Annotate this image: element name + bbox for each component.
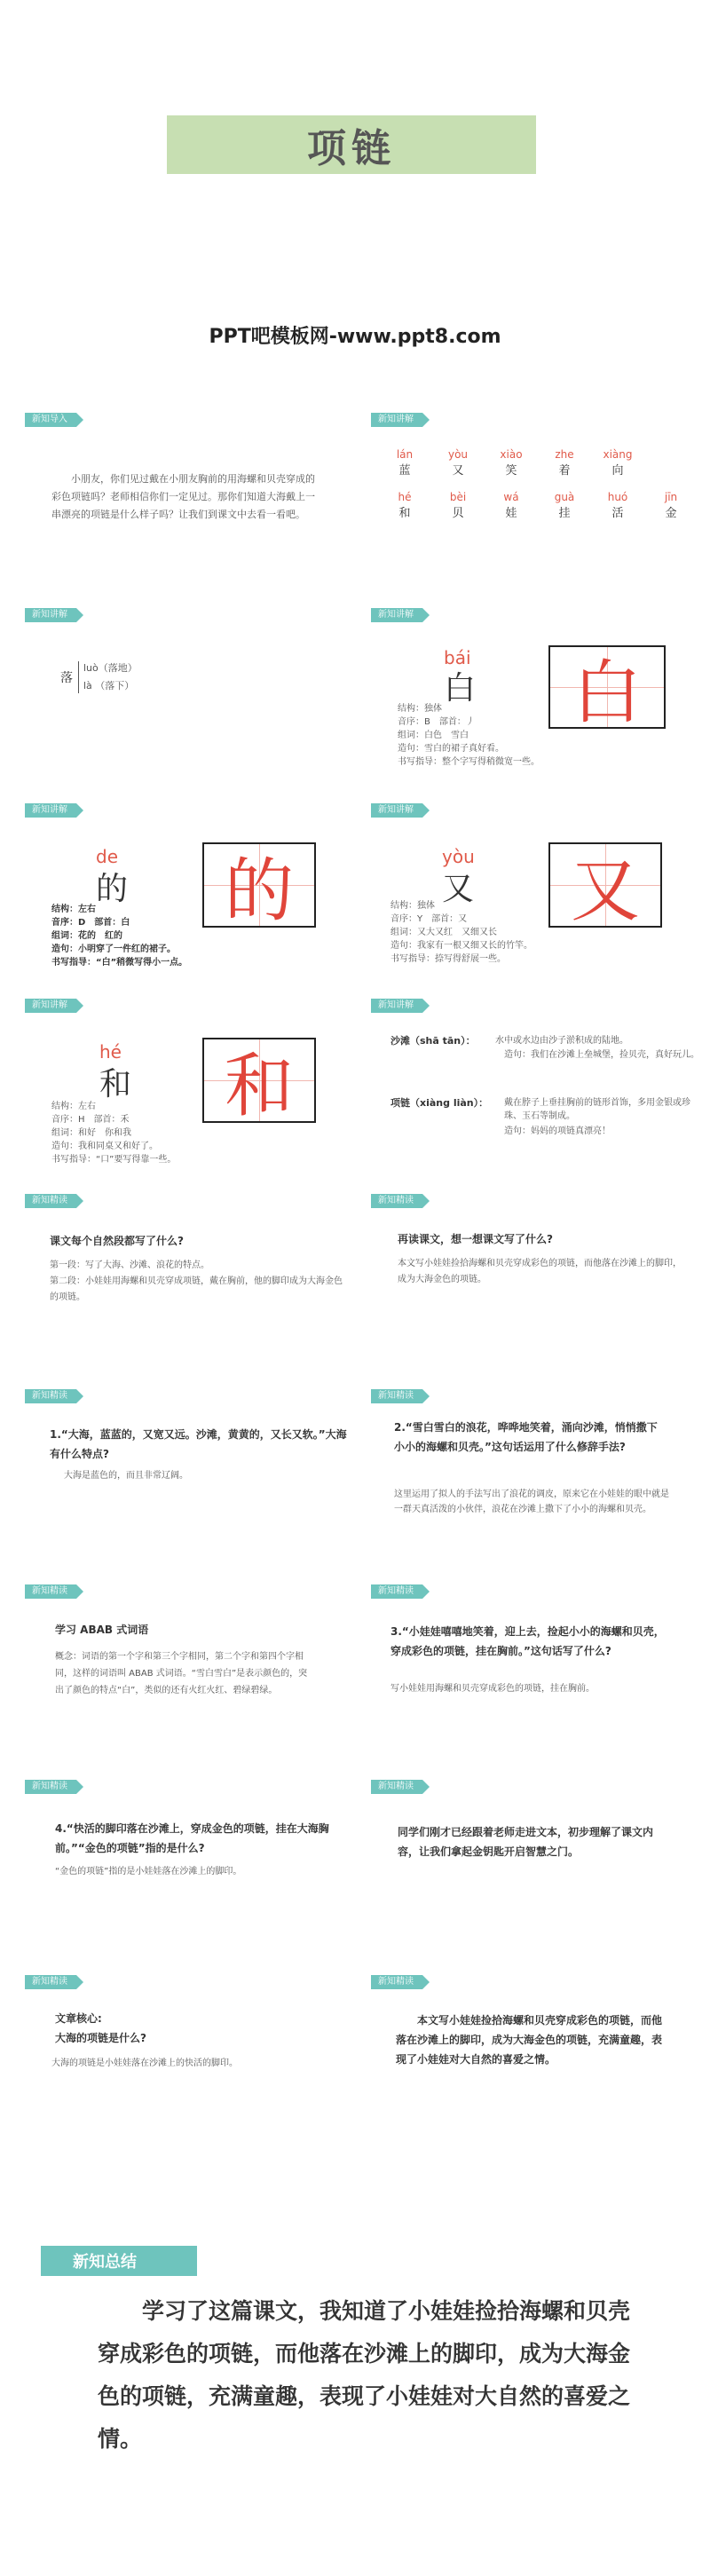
tag: 新知精读 [371, 1780, 422, 1794]
panel-read-1: 新知精读 课文每个自然段都写了什么? 第一段：写了大海、沙滩、浪花的特点。 第二段：小娃娃用海螺和贝壳穿成项链，戴在胸前，他的脚印成为大海金色的项链。 [25, 1194, 359, 1379]
panel-char-de [25, 803, 359, 988]
tag: 新知精读 [371, 1975, 422, 1989]
tag: 新知精读 [25, 1584, 76, 1599]
tag: 新知讲解 [371, 803, 422, 818]
you-grid: 又 [548, 842, 662, 928]
panel-words [371, 999, 705, 1183]
panel-char-bai [371, 608, 705, 793]
summary-tag: 新知总结 [41, 2246, 197, 2276]
intro-text: 小朋友，你们见过戴在小朋友胸前的用海螺和贝壳穿成的彩色项链吗？老师相信你们一定见过。那你们知道大海戴上一串漂亮的项链是什么样子吗？让我们到课文中去看一看吧。 [51, 473, 315, 520]
de-info: 结构：左右 音序：D 部首：白 组词：花的 红的 造句：小明穿了一件红的裙子。 书写指导：“白”稍微写得小一点。 [51, 905, 188, 968]
tag: 新知精读 [25, 1389, 76, 1403]
he-grid: 和 [202, 1038, 316, 1123]
de-pinyin: de [96, 846, 118, 867]
title-banner [167, 115, 536, 174]
word-2: 项链（xiàng liàn）： [390, 1097, 489, 1109]
panel-read-6: 新知精读 3.“小娃娃嘻嘻地笑着，迎上去，捡起小小的海螺和贝壳，穿成彩色的项链，挂在胸前。”这句话写了什么? 写小娃娃用海螺和贝壳穿成彩色的项链，挂在胸前。 [371, 1584, 705, 1769]
tag: 新知讲解 [25, 608, 76, 622]
de-char: 的 [96, 871, 129, 907]
tag: 新知讲解 [371, 413, 422, 427]
subtitle: PPT吧模板网-www.ppt8.com [209, 326, 501, 348]
tag: 新知讲解 [371, 999, 422, 1013]
he-info: 结构：左右 音序：H 部首：禾 组词：和好 你和我 造句：我和同桌又和好了。 书写指导：“口”要写得靠一些。 [51, 1102, 177, 1165]
panel-read-3: 新知精读 1.“大海，蓝蓝的，又宽又远。沙滩，黄黄的，又长又软。”大海有什么特点? 大海是蓝色的，而且非常辽阔。 [25, 1389, 359, 1574]
pinyin-row-2: hé 和 bèi 贝 wá 娃 guà 挂 huó 活 jīn 金 [398, 491, 678, 520]
panel-pinyin [371, 413, 705, 597]
bai-pinyin: bái [444, 647, 471, 668]
pinyin-row-1: lán 蓝 yòu 又 xiào 笑 zhe 着 xiàng 向 [396, 448, 633, 478]
you-char: 又 [442, 871, 475, 907]
luo-reading-1: luò（落地） [83, 662, 138, 674]
tag: 新知讲解 [371, 608, 422, 622]
you-info: 结构：独体 音序：Y 部首：又 组词：又大又红 又细又长 造句：我家有一根又细又长的竹竿。 书写指导：捺写得舒展一些。 [390, 901, 532, 964]
word-1-def: 水中或水边由沙子淤积成的陆地。 [495, 1036, 628, 1046]
you-pinyin: yòu [442, 846, 475, 867]
tag: 新知精读 [25, 1194, 76, 1208]
luo-char: 落 [60, 671, 73, 685]
panel-luo [25, 608, 359, 793]
word-2-def: 戴在脖子上垂挂胸前的链形首饰，多用金银或珍珠、玉石等制成。 [504, 1098, 690, 1121]
tag: 新知精读 [371, 1584, 422, 1599]
panel-read-4: 新知精读 2.“雪白雪白的浪花，哗哗地笑着，涌向沙滩，悄悄撒下小小的海螺和贝壳。”这句话运用了什么修辞手法? 这里运用了拟人的手法写出了浪花的调皮，原来它在小娃娃的眼中就是一群天真活泼的小伙伴，浪花在沙滩上撒下了小小的海螺和贝壳。 [371, 1389, 705, 1574]
tag: 新知讲解 [25, 803, 76, 818]
bai-grid: 白 [548, 645, 666, 729]
tag: 新知精读 [371, 1389, 422, 1403]
panel-read-7: 新知精读 4.“快活的脚印落在沙滩上，穿成金色的项链，挂在大海胸前。”“金色的项链”指的是什么? “金色的项链”指的是小娃娃落在沙滩上的脚印。 [25, 1780, 359, 1964]
bai-char: 白 [444, 670, 477, 707]
panel-char-you [371, 803, 705, 988]
word-1: 沙滩（shā tān）： [390, 1035, 476, 1047]
tag: 新知精读 [25, 1780, 76, 1794]
tag: 新知精读 [371, 1194, 422, 1208]
panel-read-10: 新知精读 本文写小娃娃捡拾海螺和贝壳穿成彩色的项链，而他落在沙滩上的脚印，成为大海金色的项链，充满童趣，表现了小娃娃对大自然的喜爱之情。 [371, 1975, 705, 2160]
tag: 新知讲解 [25, 999, 76, 1013]
he-pinyin: hé [99, 1041, 122, 1063]
word-2-example: 造句：妈妈的项链真漂亮！ [504, 1126, 611, 1136]
panel-read-5: 新知精读 学习 ABAB 式词语 概念：词语的第一个字和第三个字相同，第二个字和第四个字相同，这样的词语叫 ABAB 式词语。“雪白雪白”是表示颜色的，突出了颜色的特点“白”，类似的还有火红火红、碧绿碧绿。 [25, 1584, 359, 1769]
panel-char-he [25, 999, 359, 1183]
de-grid: 的 [202, 842, 316, 928]
summary-text: 学习了这篇课文，我知道了小娃娃捡拾海螺和贝壳穿成彩色的项链，而他落在沙滩上的脚印，成为大海金色的项链，充满童趣，表现了小娃娃对大自然的喜爱之情。 [98, 2298, 631, 2452]
panel-intro [25, 413, 359, 597]
panel-read-2: 新知精读 再读课文，想一想课文写了什么? 本文写小娃娃捡拾海螺和贝壳穿成彩色的项链，而他落在沙滩上的脚印，成为大海金色的项链。 [371, 1194, 705, 1379]
page-title: 项链 [307, 126, 396, 171]
panel-read-8: 新知精读 同学们刚才已经跟着老师走进文本，初步理解了课文内容，让我们拿起金钥匙开启智慧之门。 [371, 1780, 705, 1964]
he-char: 和 [99, 1066, 132, 1102]
panel-read-9: 新知精读 文章核心: 大海的项链是什么? 大海的项链是小娃娃落在沙滩上的快活的脚印。 [25, 1975, 359, 2160]
tag: 新知导入 [25, 413, 76, 427]
bai-info: 结构：独体 音序：B 部首：丿 组词：白色 雪白 造句：雪白的裙子真好看。 书写指导：整个字写得稍微宽一些。 [398, 704, 540, 767]
luo-reading-2: là （落下） [83, 680, 135, 691]
tag: 新知精读 [25, 1975, 76, 1989]
word-1-example: 造句：我们在沙滩上垒城堡，捡贝壳，真好玩儿。 [504, 1050, 699, 1060]
